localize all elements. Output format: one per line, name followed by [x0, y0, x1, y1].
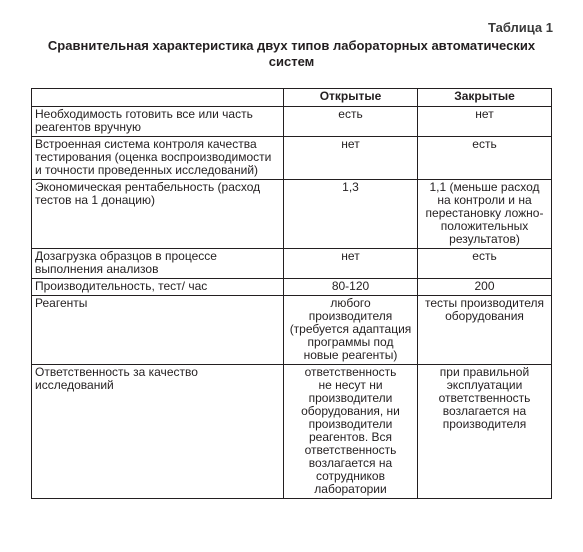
open-cell	[284, 180, 418, 249]
closed-cell	[418, 296, 552, 365]
cell-text-line: положительных	[440, 219, 529, 233]
table-title-line: Сравнительная характеристика двух типов лабораторных автоматических	[47, 38, 536, 53]
cell-text-line: нет	[341, 137, 360, 151]
cell-text-line: есть	[472, 249, 497, 263]
table-header-row	[32, 89, 552, 107]
table-title	[30, 38, 553, 70]
open-cell	[284, 107, 418, 137]
cell-text-line: оборудования, ни	[301, 404, 400, 418]
cell-text-line: производители	[308, 417, 393, 431]
table-number: Таблица 1	[487, 20, 553, 35]
cell-text-line: выполнения анализов	[35, 262, 159, 276]
cell-text-line: реагентов вручную	[35, 120, 141, 134]
closed-cell	[418, 279, 552, 296]
open-cell	[284, 279, 418, 296]
cell-text-line: 1,1 (меньше расход	[429, 180, 540, 194]
parameter-cell	[32, 279, 284, 296]
table-row	[32, 107, 552, 137]
cell-text-line: Экономическая рентабельность (расход	[35, 180, 261, 194]
closed-cell	[418, 180, 552, 249]
cell-text-line: оборудования	[445, 309, 524, 323]
cell-text-line: реагентов. Вся	[308, 430, 392, 444]
closed-cell	[418, 249, 552, 279]
cell-text-line: новые реагенты)	[303, 348, 398, 362]
table-row	[32, 279, 552, 296]
cell-text-line: есть	[338, 107, 363, 121]
cell-text-line: перестановку ложно-	[425, 206, 544, 220]
cell-text-line: эксплуатации	[446, 378, 523, 392]
cell-text-line: программы под	[307, 335, 394, 349]
parameter-cell	[32, 107, 284, 137]
cell-text-line: лаборатории	[314, 482, 387, 496]
cell-text-line: производителя	[308, 309, 393, 323]
cell-text-line: возлагается на	[308, 456, 393, 470]
cell-text-line: Ответственность за качество	[35, 365, 198, 379]
cell-text-line: есть	[472, 137, 497, 151]
parameter-cell	[32, 365, 284, 499]
closed-cell	[418, 137, 552, 180]
column-header-parameter	[32, 89, 284, 107]
cell-text-line: тесты производителя	[424, 296, 545, 310]
open-cell	[284, 249, 418, 279]
cell-text-line: сотрудников	[316, 469, 385, 483]
table-row	[32, 365, 552, 499]
open-cell	[284, 137, 418, 180]
cell-text-line: и точности проведенных исследований)	[35, 163, 259, 177]
cell-text-line: Производительность, тест/ час	[35, 279, 208, 293]
table-row	[32, 137, 552, 180]
cell-text-line: (требуется адаптация	[289, 322, 412, 336]
table-row	[32, 180, 552, 249]
cell-text-line: 80-120	[331, 279, 370, 293]
cell-text-line: Необходимость готовить все или часть	[35, 107, 253, 121]
parameter-cell	[32, 180, 284, 249]
column-header-closed: Закрытые	[418, 89, 552, 107]
cell-text-line: Дозагрузка образцов в процессе	[35, 249, 217, 263]
parameter-cell	[32, 296, 284, 365]
cell-text-line: возлагается на	[442, 404, 527, 418]
cell-text-line: производители	[308, 391, 393, 405]
parameter-cell	[32, 137, 284, 180]
cell-text-line: любого	[330, 296, 371, 310]
cell-text-line: 1,3	[342, 180, 359, 194]
parameter-cell	[32, 249, 284, 279]
cell-text-line: Встроенная система контроля качества	[35, 137, 257, 151]
cell-text-line: не несут ни	[318, 378, 383, 392]
open-cell	[284, 296, 418, 365]
column-header-open: Открытые	[284, 89, 418, 107]
cell-text-line: тестов на 1 донацию)	[35, 193, 155, 207]
cell-text-line: тестирования (оценка воспроизводимости	[35, 150, 272, 164]
comparison-table	[31, 88, 552, 499]
table-title-line: систем	[268, 54, 315, 69]
cell-text-line: на контроли и на	[437, 193, 532, 207]
table-row	[32, 296, 552, 365]
cell-text-line: исследований	[35, 378, 114, 392]
closed-cell	[418, 107, 552, 137]
cell-text-line: ответственность	[438, 391, 531, 405]
table-row	[32, 249, 552, 279]
cell-text-line: нет	[475, 107, 494, 121]
cell-text-line: ответственность	[304, 365, 397, 379]
closed-cell	[418, 365, 552, 499]
cell-text-line: нет	[341, 249, 360, 263]
cell-text-line: ответственность	[304, 443, 397, 457]
cell-text-line: Реагенты	[35, 296, 88, 310]
open-cell	[284, 365, 418, 499]
cell-text-line: при правильной	[439, 365, 530, 379]
table-body	[32, 107, 552, 499]
cell-text-line: 200	[474, 279, 495, 293]
cell-text-line: результатов)	[449, 232, 520, 246]
cell-text-line: производителя	[442, 417, 527, 431]
